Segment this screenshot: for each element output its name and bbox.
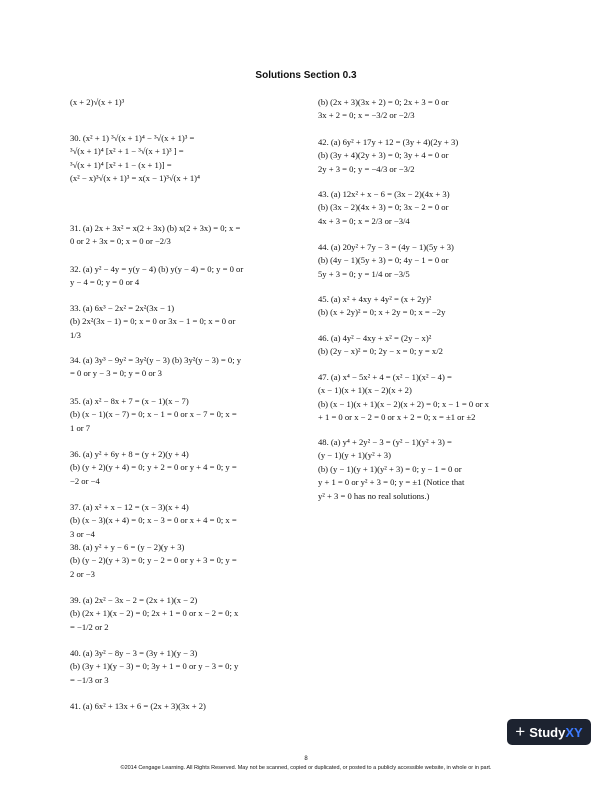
solution-line: 38. (a) y² + y − 6 = (y − 2)(y + 3) <box>70 542 185 552</box>
solution-line: 40. (a) 3y² − 8y − 3 = (3y + 1)(y − 3) <box>70 648 198 658</box>
solution-line: (b) (y − 2)(y + 3) = 0; y − 2 = 0 or y + 3 = 0; y = <box>70 555 237 566</box>
solution-line: 43. (a) 12x² + x − 6 = (3x − 2)(4x + 3) <box>318 189 450 199</box>
section-title: Solutions Section 0.3 <box>255 70 357 81</box>
solution-line: (b) (4y − 1)(5y + 3) = 0; 4y − 1 = 0 or <box>318 255 449 266</box>
solution-line: 36. (a) y² + 6y + 8 = (y + 2)(y + 4) <box>70 449 189 459</box>
solution-line: 35. (a) x² − 8x + 7 = (x − 1)(x − 7) <box>70 396 189 406</box>
solution-line: = 0 or y − 3 = 0; y = 0 or 3 <box>70 368 162 379</box>
solution-line: (x + 2)√(x + 1)³ <box>70 97 125 107</box>
solution-35 <box>70 395 302 435</box>
solution-line: 39. (a) 2x² − 3x − 2 = (2x + 1)(x − 2) <box>70 595 198 605</box>
solution-line: 32. (a) y² − 4y = y(y − 4) (b) y(y − 4) = 0; y = 0 or <box>70 264 244 274</box>
solution-line: (b) (x − 1)(x − 7) = 0; x − 1 = 0 or x − 7 = 0; x = <box>70 409 237 420</box>
brand-word: Study <box>529 724 566 740</box>
solution-34 <box>70 354 302 381</box>
solution-line: y − 4 = 0; y = 0 or 4 <box>70 277 140 288</box>
solution-line: 2 or −3 <box>70 568 95 579</box>
solution-46 <box>318 332 558 359</box>
solution-line: (y − 1)(y + 1)(y² + 3) <box>318 450 391 461</box>
solution-line: 3x + 2 = 0; x = −3/2 or −2/3 <box>318 110 415 121</box>
solution-line: 0 or 2 + 3x = 0; x = 0 or −2/3 <box>70 236 171 247</box>
studyxy-badge[interactable] <box>507 719 591 745</box>
solution-31 <box>70 222 302 249</box>
solution-44 <box>318 241 558 281</box>
solution-line: 47. (a) x⁴ − 5x² + 4 = (x² − 1)(x² − 4) = <box>318 372 452 382</box>
solution-line: = −1/2 or 2 <box>70 621 109 632</box>
solution-line: ³√(x + 1)⁴ [x² + 1 − (x + 1)] = <box>70 159 172 170</box>
solution-line: 41. (a) 6x² + 13x + 6 = (2x + 3)(3x + 2) <box>70 701 206 711</box>
solution-42 <box>318 136 558 176</box>
solution-line: 31. (a) 2x + 3x² = x(2 + 3x) (b) x(2 + 3x) = 0; x = <box>70 223 241 233</box>
solution-line: 34. (a) 3y³ − 9y² = 3y²(y − 3) (b) 3y²(y − 3) = 0; y <box>70 355 242 365</box>
solution-line: (b) (y + 2)(y + 4) = 0; y + 2 = 0 or y + 4 = 0; y = <box>70 462 237 473</box>
solution-line: 44. (a) 20y² + 7y − 3 = (4y − 1)(5y + 3) <box>318 242 454 252</box>
solution-line: y² + 3 = 0 has no real solutions.) <box>318 490 430 501</box>
solution-33 <box>70 302 302 342</box>
solution-line: y + 1 = 0 or y² + 3 = 0; y = ±1 (Notice that <box>318 477 465 488</box>
solution-line: (b) (3x − 2)(4x + 3) = 0; 3x − 2 = 0 or <box>318 202 449 213</box>
solution-29-continued <box>70 96 302 109</box>
plus-icon: + <box>515 721 526 741</box>
solution-line: 46. (a) 4y² − 4xy + x² = (2y − x)² <box>318 333 432 343</box>
solution-line: (b) (x + 2y)² = 0; x + 2y = 0; x = −2y <box>318 307 446 318</box>
solution-line: (b) (2y − x)² = 0; 2y − x = 0; y = x/2 <box>318 346 443 357</box>
page-number: 8 <box>304 756 308 762</box>
solution-48 <box>318 436 558 503</box>
solution-line: 2y + 3 = 0; y = −4/3 or −3/2 <box>318 163 415 174</box>
solution-line: (x − 1)(x + 1)(x − 2)(x + 2) <box>318 385 412 396</box>
solution-47 <box>318 371 558 425</box>
solution-45 <box>318 293 558 320</box>
solution-37 <box>70 501 302 541</box>
solution-line: 48. (a) y⁴ + 2y² − 3 = (y² − 1)(y² + 3) = <box>318 437 452 447</box>
solution-line: (b) (2x + 1)(x − 2) = 0; 2x + 1 = 0 or x − 2 = 0; x <box>70 608 239 619</box>
solution-line: (b) (2x + 3)(3x + 2) = 0; 2x + 3 = 0 or <box>318 97 449 107</box>
solution-line: 33. (a) 6x³ − 2x² = 2x²(3x − 1) <box>70 303 175 313</box>
solution-41a <box>70 700 302 713</box>
solution-line: 30. (x² + 1) ³√(x + 1)⁴ − ³√(x + 1)³ = <box>70 133 195 143</box>
solution-38 <box>70 541 302 581</box>
solution-36 <box>70 448 302 488</box>
solution-40 <box>70 647 302 687</box>
solution-41b <box>318 96 558 123</box>
solution-line: (b) 2x²(3x − 1) = 0; x = 0 or 3x − 1 = 0; x = 0 or <box>70 316 236 327</box>
solution-line: + 1 = 0 or x − 2 = 0 or x + 2 = 0; x = ±1 or ±2 <box>318 412 476 423</box>
solution-30 <box>70 132 302 186</box>
solution-line: = −1/3 or 3 <box>70 674 109 685</box>
solution-line: (b) (3y + 4)(2y + 3) = 0; 3y + 4 = 0 or <box>318 150 449 161</box>
solution-line: 37. (a) x² + x − 12 = (x − 3)(x + 4) <box>70 502 189 512</box>
solution-line: 42. (a) 6y² + 17y + 12 = (3y + 4)(2y + 3) <box>318 137 459 147</box>
solution-line: 1 or 7 <box>70 422 91 433</box>
solution-line: 3 or −4 <box>70 528 95 539</box>
solution-line: 4x + 3 = 0; x = 2/3 or −3/4 <box>318 215 410 226</box>
solution-line: ³√(x + 1)⁴ [x² + 1 − ³√(x + 1)³ ] = <box>70 146 184 157</box>
solution-line: (b) (x − 1)(x + 1)(x − 2)(x + 2) = 0; x − 1 = 0 or x <box>318 398 489 409</box>
solution-line: (b) (y − 1)(y + 1)(y² + 3) = 0; y − 1 = 0 or <box>318 463 462 474</box>
solution-line: 45. (a) x² + 4xy + 4y² = (x + 2y)² <box>318 294 432 304</box>
solution-39 <box>70 594 302 634</box>
solution-line: (b) (3y + 1)(y − 3) = 0; 3y + 1 = 0 or y − 3 = 0; y <box>70 661 239 672</box>
solution-line: 5y + 3 = 0; y = 1/4 or −3/5 <box>318 268 410 279</box>
studyxy-logo-text <box>529 725 582 740</box>
copyright-notice: ©2014 Cengage Learning. All Rights Reserved. May not be scanned, copied or duplicated, or posted to a publicly accessible website, in whole or in part. <box>120 765 492 771</box>
brand-accent: XY <box>565 724 583 740</box>
solution-line: (x² − x)³√(x + 1)³ = x(x − 1)³√(x + 1)⁴ <box>70 173 201 184</box>
solution-line: −2 or −4 <box>70 475 100 486</box>
solution-32 <box>70 263 302 290</box>
solution-line: 1/3 <box>70 329 81 340</box>
solution-43 <box>318 188 558 228</box>
solution-line: (b) (x − 3)(x + 4) = 0; x − 3 = 0 or x + 4 = 0; x = <box>70 515 237 526</box>
